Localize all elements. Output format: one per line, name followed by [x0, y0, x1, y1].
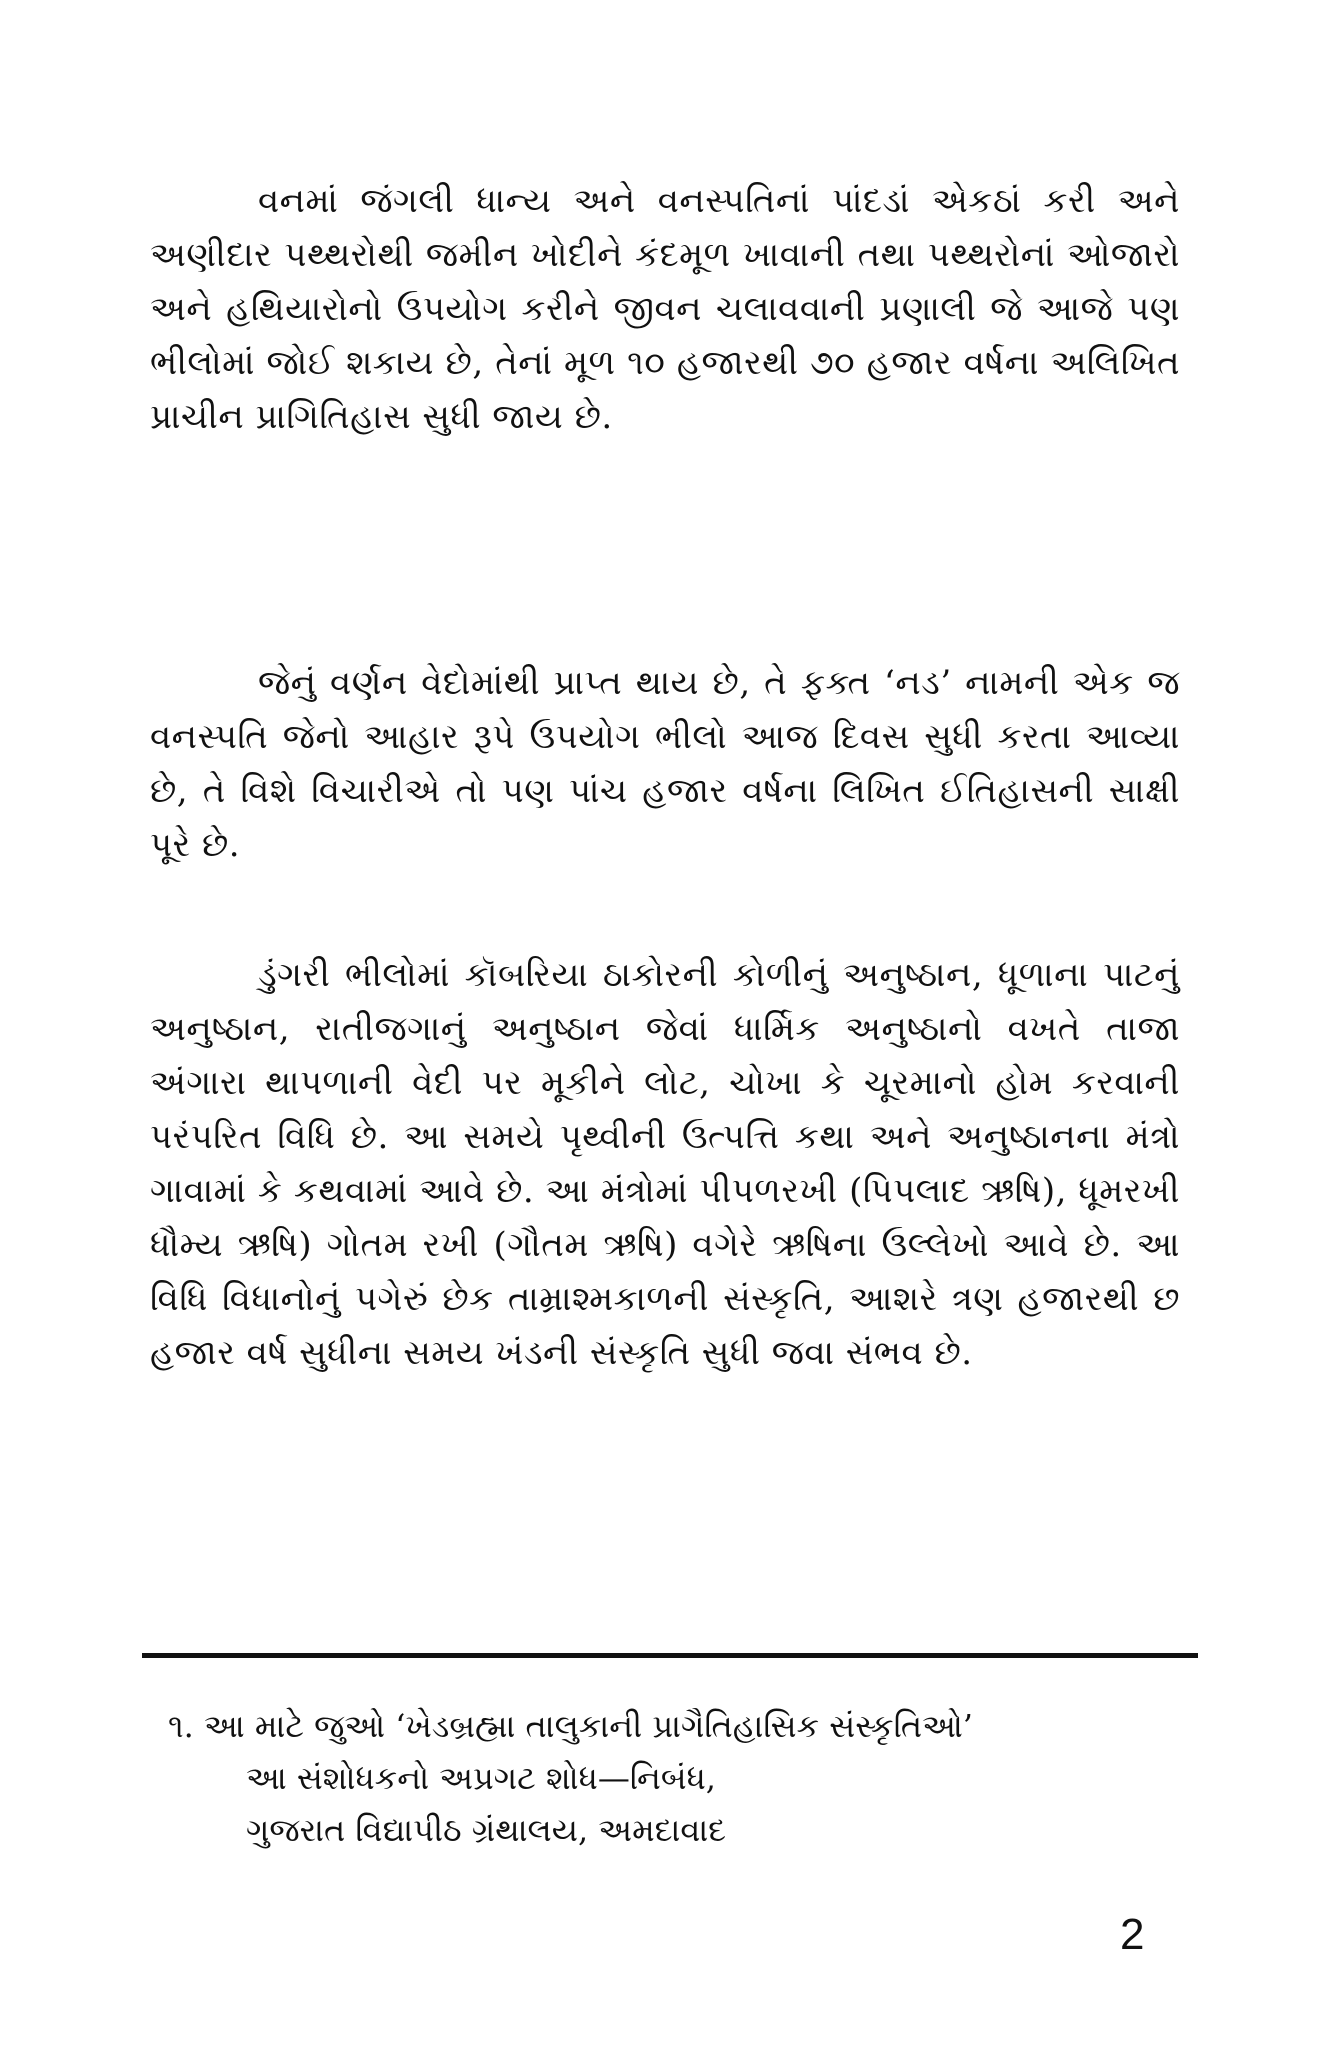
footnote: [168, 1700, 1178, 1856]
footnote-divider: [142, 1653, 1198, 1658]
paragraph-2: જેનું વર્ણન વેદોમાંથી પ્રાપ્ત થાય છે, તે ફક્ત ‘નડ’ નામની એક જ વનસ્પતિ જેનો આહાર રૂપે ઉપયોગ ભીલો આજ દિવસ સુધી કરતા આવ્યા છે, તે વિશે વિચારીએ તો પણ પાંચ હજાર વર્ષના લિખિત ઈતિહાસની સાક્ષી પૂરે છે.: [150, 663, 1180, 865]
footnote-line-2: આ સંશોધકનો અપ્રગટ શોધ—નિબંધ,: [246, 1759, 716, 1797]
paragraph-1: વનમાં જંગલી ધાન્ય અને વનસ્પતિનાં પાંદડાં એકઠાં કરી અને અણીદાર પથ્થરોથી જમીન ખોદીને કંદમૂળ ખાવાની તથા પથ્થરોનાં ઓજારો અને હથિયારોનો ઉપયોગ કરીને જીવન ચલાવવાની પ્રણાલી જે આજે પણ ભીલોમાં જોઈ શકાય છે, તેનાં મૂળ ૧૦ હજારથી ૭૦ હજાર વર્ષના અલિખિત પ્રાચીન પ્રાગિતિહાસ સુધી જાય છે.: [150, 181, 1180, 437]
page-number: 2: [1120, 1910, 1145, 1959]
footnote-line-1: ૧. આ માટે જુઓ ‘ખેડબ્રહ્મા તાલુકાની પ્રાગૈતિહાસિક સંસ્કૃતિઓ’: [168, 1707, 973, 1745]
footnote-line-3: ગુજરાત વિદ્યાપીઠ ગ્રંથાલય, અમદાવાદ: [246, 1811, 727, 1849]
paragraph-3: ડુંગરી ભીલોમાં કૉબરિયા ઠાકોરની કોળીનું અનુષ્ઠાન, ધૂળાના પાટનું અનુષ્ઠાન, રાતીજગાનું અનુષ્ઠાન જેવાં ધાર્મિક અનુષ્ઠાનો વખતે તાજા અંગારા થાપળાની વેદી પર મૂકીને લોટ, ચોખા કે ચૂરમાનો હોમ કરવાની પરંપરિત વિધિ છે. આ સમયે પૃથ્વીની ઉત્પત્તિ કથા અને અનુષ્ઠાનના મંત્રો ગાવામાં કે કથવામાં આવે છે. આ મંત્રોમાં પીપળરખી (પિપલાદ ઋષિ), ધૂમરખી ધૌમ્ય ઋષિ) ગોતમ રખી (ગૌતમ ઋષિ) વગેરે ઋષિના ઉલ્લેખો આવે છે. આ વિધિ વિધાનોનું પગેરું છેક તામ્રાશ્મકાળની સંસ્કૃતિ, આશરે ત્રણ હજારથી છ હજાર વર્ષ સુધીના સમય ખંડની સંસ્કૃતિ સુધી જવા સંભવ છે.: [150, 955, 1180, 1373]
